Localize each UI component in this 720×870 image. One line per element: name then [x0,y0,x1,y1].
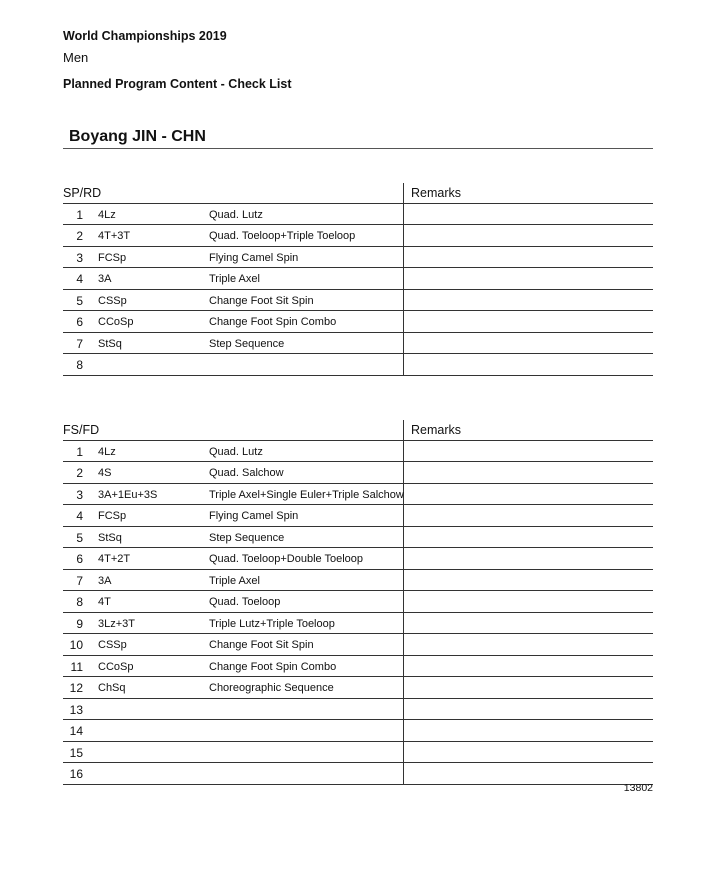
element-description: Flying Camel Spin [209,252,299,264]
element-code: 4Lz [98,209,116,221]
element-number: 3 [76,488,83,502]
element-number: 3 [76,251,83,265]
element-description: Choreographic Sequence [209,682,334,694]
short-program-header [63,183,653,204]
element-description: Quad. Salchow [209,467,284,479]
element-code: CSSp [98,295,127,307]
table-row [63,656,653,677]
table-row [63,505,653,527]
table-row [63,527,653,548]
free-skating-header [63,420,653,441]
element-description: Quad. Toeloop+Double Toeloop [209,553,364,565]
table-row [63,591,653,613]
element-code: 4T [98,596,111,608]
element-number: 1 [76,445,83,459]
table-row [63,354,653,376]
element-number: 6 [76,315,83,329]
page-number: 13802 [623,782,653,794]
skater-name: Boyang JIN - CHN [69,128,206,145]
element-description: Change Foot Spin Combo [209,316,337,328]
element-description: Triple Lutz+Triple Toeloop [209,618,335,630]
table-row [63,247,653,268]
table-row [63,290,653,311]
table-row [63,484,653,505]
element-description: Triple Axel [209,273,260,285]
table-row [63,634,653,656]
element-number: 8 [76,595,83,609]
element-description: Quad. Toeloop+Triple Toeloop [209,230,356,242]
element-number: 5 [76,531,83,545]
element-number: 12 [69,681,83,695]
element-number: 4 [76,509,83,523]
element-description: Step Sequence [209,338,285,350]
element-code: 3A+1Eu+3S [98,489,158,501]
element-description: Step Sequence [209,532,285,544]
element-code: StSq [98,532,122,544]
element-code: 4T+2T [98,553,131,565]
element-description: Quad. Toeloop [209,596,281,608]
document-title: Planned Program Content - Check List [63,77,292,91]
element-code: CSSp [98,639,127,651]
table-row [63,742,653,763]
element-number: 5 [76,294,83,308]
element-description: Change Foot Sit Spin [209,295,314,307]
free-skating-table [63,420,653,785]
event-title: World Championships 2019 [63,29,227,43]
element-code: FCSp [98,510,127,522]
element-number: 2 [76,466,83,480]
element-code: StSq [98,338,122,350]
element-description: Flying Camel Spin [209,510,299,522]
table-row [63,333,653,354]
element-code: 3A [98,273,112,285]
element-description: Triple Axel [209,575,260,587]
table-row [63,677,653,699]
element-description: Triple Axel+Single Euler+Triple Salchow [209,489,404,501]
table-row [63,225,653,247]
category-label: Men [63,50,89,65]
element-code: FCSp [98,252,127,264]
table-row [63,763,653,785]
element-description: Change Foot Sit Spin [209,639,314,651]
element-code: CCoSp [98,316,134,328]
element-number: 1 [76,208,83,222]
table-row [63,204,653,225]
remarks-label: Remarks [411,186,462,200]
table-row [63,548,653,570]
table-row [63,720,653,742]
remarks-label: Remarks [411,423,462,437]
table-row [63,613,653,634]
short-program-table [63,183,653,376]
element-number: 7 [76,337,83,351]
element-number: 10 [69,638,83,652]
element-number: 9 [76,617,83,631]
element-code: 3A [98,575,112,587]
element-number: 11 [70,660,83,674]
element-code: ChSq [98,682,126,694]
section-label: FS/FD [63,423,100,437]
element-description: Change Foot Spin Combo [209,661,337,673]
element-number: 4 [76,272,83,286]
element-number: 15 [69,746,83,760]
table-row [63,441,653,462]
element-number: 6 [76,552,83,566]
element-code: 4T+3T [98,230,131,242]
element-number: 13 [69,703,83,717]
skater-divider [63,148,653,149]
element-code: 4Lz [98,446,116,458]
element-code: 3Lz+3T [98,618,135,630]
table-row [63,462,653,484]
element-number: 14 [69,724,83,738]
table-row [63,268,653,290]
table-row [63,570,653,591]
element-number: 2 [76,229,83,243]
table-row [63,699,653,720]
element-code: 4S [98,467,112,479]
element-description: Quad. Lutz [209,209,263,221]
section-label: SP/RD [63,186,102,200]
element-code: CCoSp [98,661,134,673]
element-description: Quad. Lutz [209,446,263,458]
element-number: 7 [76,574,83,588]
table-row [63,311,653,333]
element-number: 8 [76,358,83,372]
element-number: 16 [69,767,83,781]
